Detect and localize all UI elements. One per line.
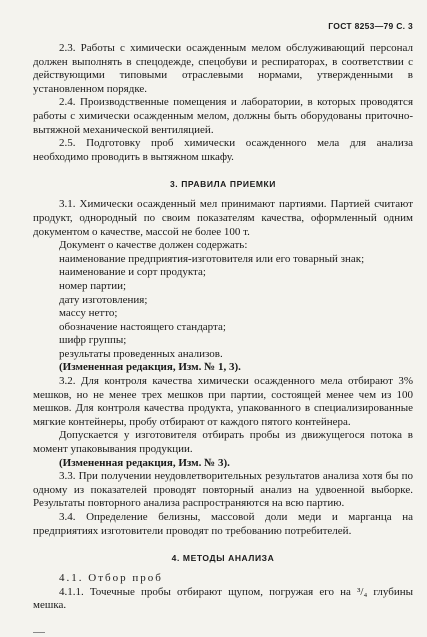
paragraph-2-3: 2.3. Работы с химически осажденным мелом обслуживающий персонал должен выполнять в спецодежде, спецобуви и респираторах, в соответствии с действующими типовыми отраслевыми нормами, утвержденными в установленном порядке.: [33, 42, 413, 95]
document-item-manufacturer: наименование предприятия-изготовителя или его товарный знак;: [59, 252, 365, 265]
page-footer-mark: [33, 632, 45, 633]
document-item: дату изготовления;: [59, 293, 148, 306]
paragraph-4-1-1: 4.1.1. Точечные пробы отбирают щупом, погружая его на ³/₄ глубины мешка.: [33, 585, 413, 612]
document-item: обозначение настоящего стандарта;: [59, 320, 226, 333]
document-item: шифр группы;: [59, 334, 127, 347]
section-3-title: 3. ПРАВИЛА ПРИЕМКИ: [169, 179, 277, 190]
paragraph-3-4: 3.4. Определение белизны, массовой доли меди и марганца на предприятиях изготовители проводят по требованию потребителей.: [33, 511, 413, 537]
document-requirements-intro: Документ о качестве должен содержать:: [59, 239, 248, 252]
revision-note: (Измененная редакция, Изм. № 1, 3).: [59, 361, 241, 374]
paragraph-3-2: 3.2. Для контроля качества химически осажденного мела отбирают 3% мешков, но не менее трех мешков при партии, состоящей менее чем из 100 мешков. Для контроля качества продукта, упакованного в специализированные мягкие контейнеры, пробу отбирают от каждого пятого контейнера.: [33, 375, 413, 428]
section-4-title: 4. МЕТОДЫ АНАЛИЗА: [171, 553, 275, 564]
document-body: [33, 42, 413, 613]
revision-note: (Измененная редакция, Изм. № 3).: [59, 456, 230, 469]
paragraph-4-1: 4.1. Отбор проб: [59, 572, 163, 585]
document-item: номер партии;: [59, 279, 127, 292]
document-item: массу нетто;: [59, 307, 118, 320]
paragraph-3-1: 3.1. Химически осажденный мел принимают партиями. Партией считают продукт, однородный по своим показателям качества, оформленный одним документом о качестве, массой не более 100 т.: [33, 198, 413, 238]
paragraph-3-2-continued: Допускается у изготовителя отбирать пробы из движущегося потока в момент упаковывания продукции.: [33, 429, 413, 456]
paragraph-2-5: 2.5. Подготовку проб химически осажденного мела для анализа необходимо проводить в вытяжном шкафу.: [33, 137, 413, 163]
document-item: результаты проведенных анализов.: [59, 347, 223, 360]
page-header: ГОСТ 8253—79 С. 3: [328, 21, 413, 31]
paragraph-2-4: 2.4. Производственные помещения и лаборатории, в которых проводятся работы с химически осажденным мелом, должны быть оборудованы приточно-вытяжной механической вентиляцией.: [33, 96, 413, 136]
paragraph-3-3: 3.3. При получении неудовлетворительных результатов анализа хотя бы по одному из показателей проводят повторный анализ на удвоенной выборке. Результаты повторного анализа распространяются на всю партию.: [33, 470, 413, 510]
document-item: наименование и сорт продукта;: [59, 266, 206, 279]
